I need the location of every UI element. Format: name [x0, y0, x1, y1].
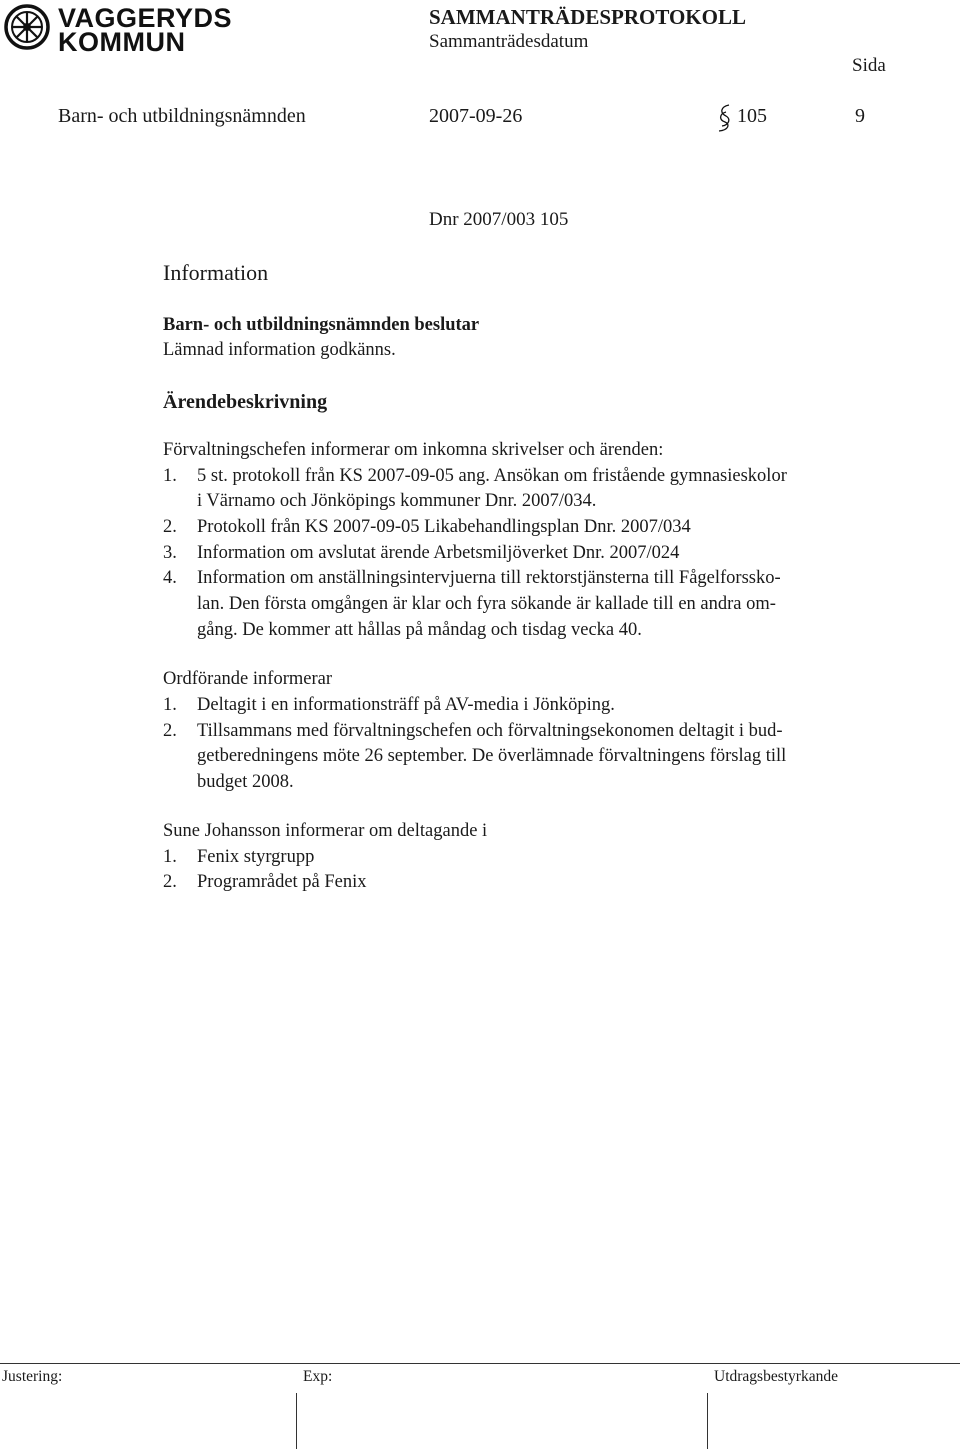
list-item-number: 2.	[163, 872, 177, 892]
sune-heading: Sune Johansson informerar om deltagande i	[163, 821, 488, 841]
section-number: 105	[737, 105, 767, 127]
list-item-text: budget 2008.	[197, 772, 294, 792]
description-heading: Ärendebeskrivning	[163, 391, 328, 413]
intro-text: Förvaltningschefen informerar om inkomna skrivelser och ärenden:	[163, 440, 664, 460]
decision-text: Lämnad information godkänns.	[163, 340, 396, 360]
list-item-text: 5 st. protokoll från KS 2007-09-05 ang. Ansökan om fristående gymnasieskolor	[197, 466, 787, 486]
utdragsbestyrkande-label: Utdragsbestyrkande	[714, 1368, 838, 1385]
list-item-text: lan. Den första omgången är klar och fyra sökande är kallade till en andra om-	[197, 594, 776, 614]
dnr: Dnr 2007/003 105	[429, 209, 569, 230]
list-item-text: Protokoll från KS 2007-09-05 Likabehandlingsplan Dnr. 2007/034	[197, 517, 691, 537]
list-item-text: gång. De kommer att hållas på måndag och tisdag vecka 40.	[197, 620, 642, 640]
list-item-number: 1.	[163, 466, 177, 486]
list-item-text: Deltagit i en informationsträff på AV-media i Jönköping.	[197, 695, 615, 715]
list-item-number: 4.	[163, 568, 177, 588]
exp-label: Exp:	[303, 1368, 333, 1385]
list-item-text: Tillsammans med förvaltningschefen och förvaltningsekonomen deltagit i bud-	[197, 721, 783, 741]
footer-divider	[0, 1363, 960, 1364]
list-item-text: getberedningens möte 26 september. De överlämnade förvaltningens förslag till	[197, 746, 787, 766]
list-item-text: Fenix styrgrupp	[197, 847, 315, 867]
justering-label: Justering:	[2, 1368, 63, 1385]
page-number: 9	[855, 105, 865, 127]
meeting-date: 2007-09-26	[429, 105, 523, 127]
meeting-date-label: Sammanträdesdatum	[429, 31, 589, 52]
chair-heading: Ordförande informerar	[163, 669, 332, 689]
municipality-logo	[4, 4, 50, 50]
list-item-number: 2.	[163, 721, 177, 741]
list-item-text: Programrådet på Fenix	[197, 872, 367, 892]
committee-name: Barn- och utbildningsnämnden	[58, 105, 306, 127]
document-title: SAMMANTRÄDESPROTOKOLL	[429, 5, 746, 29]
decision-heading: Barn- och utbildningsnämnden beslutar	[163, 315, 480, 335]
signature-divider	[707, 1393, 708, 1449]
list-item-number: 1.	[163, 695, 177, 715]
list-item-text: i Värnamo och Jönköpings kommuner Dnr. 2007/034.	[197, 491, 597, 511]
section-sign-icon	[716, 103, 732, 133]
list-item-text: Information om avslutat ärende Arbetsmiljöverket Dnr. 2007/024	[197, 543, 680, 563]
list-item-number: 1.	[163, 847, 177, 867]
signature-divider	[296, 1393, 297, 1449]
logo-line-2: KOMMUN	[58, 27, 186, 57]
list-item-number: 2.	[163, 517, 177, 537]
list-item-number: 3.	[163, 543, 177, 563]
page-label: Sida	[852, 55, 886, 76]
logo-line-1: VAGGERYDS	[58, 3, 233, 33]
page-title: Information	[163, 260, 269, 285]
list-item-text: Information om anställningsintervjuerna till rektorstjänsterna till Fågelforssko-	[197, 568, 781, 588]
